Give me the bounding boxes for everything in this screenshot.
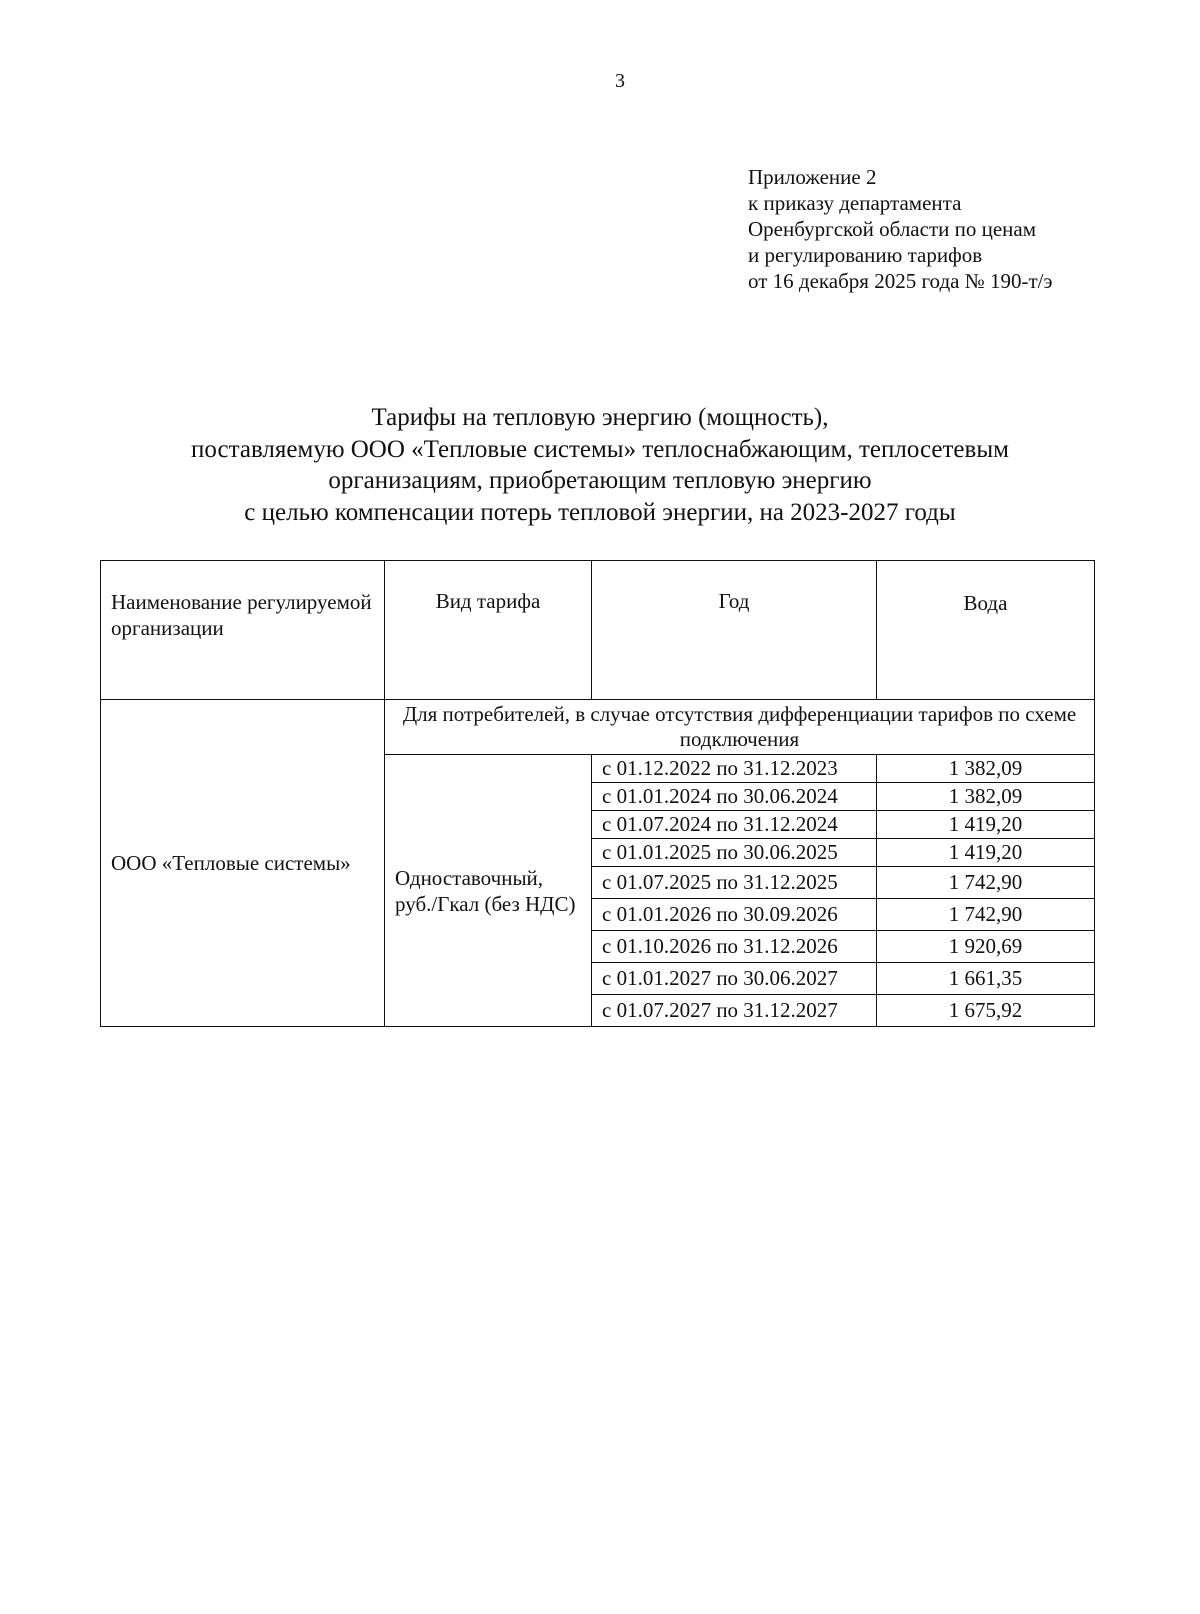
title-line: с целью компенсации потерь тепловой энергии, на 2023-2027 годы — [244, 498, 956, 526]
title-line: Тарифы на тепловую энергию (мощность), — [371, 404, 829, 431]
header-water: Вода — [877, 561, 1095, 700]
appendix-line: от 16 декабря 2025 года № 190-т/э — [748, 269, 1053, 293]
appendix-block — [748, 164, 1053, 294]
appendix-line: Приложение 2 — [748, 165, 877, 189]
period-cell: с 01.01.2027 по 30.06.2027 — [592, 963, 877, 995]
document-title — [100, 402, 1100, 528]
subheader-cell: Для потребителей, в случае отсутствия дифференциации тарифов по схеме подключения — [385, 700, 1095, 755]
value-cell: 1 742,90 — [877, 867, 1095, 899]
appendix-line: Оренбургской области по ценам — [748, 217, 1037, 241]
period-cell: с 01.07.2024 по 31.12.2024 — [592, 811, 877, 839]
value-cell: 1 382,09 — [877, 783, 1095, 811]
title-line: организациям, приобретающим тепловую энергию — [328, 467, 872, 494]
header-tariff-type: Вид тарифа — [385, 561, 592, 700]
value-cell: 1 742,90 — [877, 899, 1095, 931]
appendix-line: и регулированию тарифов — [748, 243, 983, 267]
period-cell: с 01.07.2025 по 31.12.2025 — [592, 867, 877, 899]
period-cell: с 01.01.2026 по 30.09.2026 — [592, 899, 877, 931]
value-cell: 1 920,69 — [877, 931, 1095, 963]
tariff-table — [100, 560, 1095, 1027]
value-cell: 1 419,20 — [877, 839, 1095, 867]
period-cell: с 01.10.2026 по 31.12.2026 — [592, 931, 877, 963]
title-line: поставляемую ООО «Тепловые системы» теплоснабжающим, теплосетевым — [191, 435, 1009, 463]
header-year: Год — [592, 561, 877, 700]
period-cell: с 01.07.2027 по 31.12.2027 — [592, 995, 877, 1027]
value-cell: 1 382,09 — [877, 755, 1095, 783]
table-header-row — [101, 561, 1095, 700]
value-cell: 1 419,20 — [877, 811, 1095, 839]
value-cell: 1 675,92 — [877, 995, 1095, 1027]
period-cell: с 01.01.2025 по 30.06.2025 — [592, 839, 877, 867]
org-name-cell: ООО «Тепловые системы» — [101, 700, 385, 1027]
period-cell: с 01.01.2024 по 30.06.2024 — [592, 783, 877, 811]
page-number: 3 — [615, 70, 625, 92]
value-cell: 1 661,35 — [877, 963, 1095, 995]
period-cell: с 01.12.2022 по 31.12.2023 — [592, 755, 877, 783]
appendix-line: к приказу департамента — [748, 191, 962, 215]
tariff-type-cell: Одноставочный, руб./Гкал (без НДС) — [385, 755, 592, 1027]
subheader-row — [101, 700, 1095, 755]
header-org: Наименование регулируемой организации — [101, 561, 385, 700]
